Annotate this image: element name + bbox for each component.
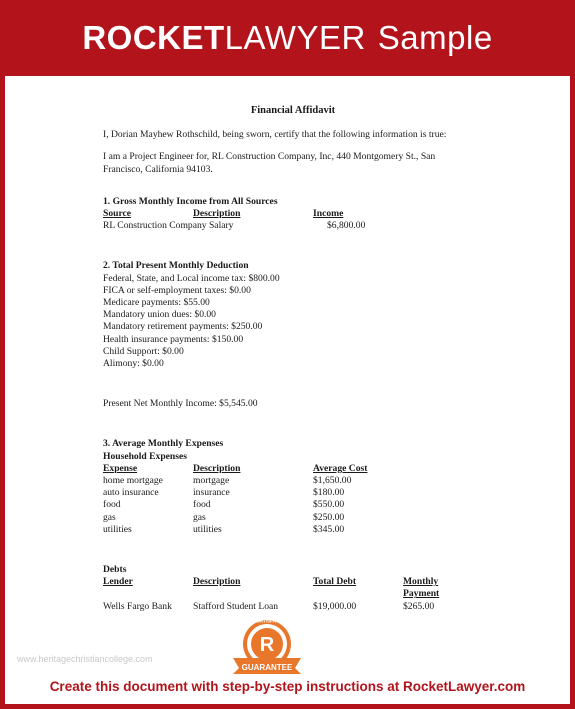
deduction-item: Health insurance payments: $150.00 (103, 333, 244, 345)
household-subheading: Household Expenses (103, 450, 187, 462)
expense-row (103, 512, 483, 524)
section2-heading: 2. Total Present Monthly Deduction (103, 260, 249, 272)
debt-description-header: Description (193, 576, 241, 588)
seal-letter: R (259, 634, 275, 656)
debts-header-row (103, 576, 483, 588)
expense-description: mortgage (193, 475, 230, 487)
brand-name-bold: ROCKET (82, 19, 225, 56)
deduction-item: Federal, State, and Local income tax: $800.00 (103, 272, 280, 284)
section3-heading: 3. Average Monthly Expenses (103, 438, 224, 450)
description-header: Description (193, 208, 241, 220)
watermark-text: www.heritagechristiancollege.com (17, 654, 153, 664)
expense-cost: $550.00 (313, 499, 345, 511)
brand-banner (5, 0, 570, 76)
cta-link[interactable]: Create this document with step-by-step instructions at RocketLawyer.com (49, 679, 526, 694)
seal-satisfaction-text: 100% SATISFACTION (243, 618, 291, 624)
sample-tag: Sample (377, 19, 493, 56)
income-header-row (103, 208, 483, 220)
deduction-item: Child Support: $0.00 (103, 345, 184, 357)
satisfaction-guarantee-seal-icon (229, 618, 305, 678)
expense-description: utilities (193, 523, 222, 535)
income-amount: $6,800.00 (327, 220, 366, 232)
employment-line-2: Francisco, California 94103. (103, 163, 213, 175)
section1-heading: 1. Gross Monthly Income from All Sources (103, 195, 278, 207)
income-header: Income (313, 208, 344, 220)
income-source: RL Construction Company Salary (103, 220, 234, 232)
expense-cost: $1,650.00 (313, 475, 352, 487)
total-debt-header: Total Debt (313, 576, 357, 588)
lender-name: Wells Fargo Bank (103, 600, 172, 612)
expense-cost: $180.00 (313, 487, 345, 499)
total-debt: $19,000.00 (313, 600, 357, 612)
monthly-payment: $265.00 (403, 600, 435, 612)
deduction-item: Medicare payments: $55.00 (103, 297, 210, 309)
deduction-item: FICA or self-employment taxes: $0.00 (103, 284, 251, 296)
net-income: Present Net Monthly Income: $5,545.00 (103, 398, 258, 410)
debt-row (103, 601, 483, 613)
seal-guarantee-text: GUARANTEE (241, 663, 293, 672)
intro-paragraph: I, Dorian Mayhew Rothschild, being sworn, certify that the following information is true: (103, 129, 447, 141)
expense-cost: $250.00 (313, 511, 345, 523)
brand-name-light: LAWYER (224, 19, 366, 56)
income-row (103, 220, 483, 232)
expense-header: Expense (103, 462, 138, 474)
expense-cost: $345.00 (313, 523, 345, 535)
source-header: Source (103, 208, 132, 220)
debt-description: Stafford Student Loan (193, 600, 279, 612)
average-cost-header: Average Cost (313, 462, 368, 474)
employment-line-1: I am a Project Engineer for, RL Construction Company, Inc, 440 Montgomery St., San (103, 151, 436, 163)
expense-row (103, 499, 483, 511)
expense-header-row (103, 463, 483, 475)
expense-description-header: Description (193, 462, 241, 474)
expense-row (103, 487, 483, 499)
expense-row (103, 524, 483, 536)
lender-header: Lender (103, 576, 133, 588)
debts-heading: Debts (103, 564, 127, 576)
expense-description: food (193, 499, 211, 511)
expense-name: food (103, 499, 121, 511)
expense-name: auto insurance (103, 487, 159, 499)
expense-description: insurance (193, 487, 230, 499)
debts-header-row-2 (103, 588, 483, 600)
deduction-item: Alimony: $0.00 (103, 358, 164, 370)
expense-name: gas (103, 511, 116, 523)
document-body (103, 100, 483, 613)
monthly-header: Monthly (403, 576, 439, 588)
expense-name: utilities (103, 523, 132, 535)
payment-header: Payment (403, 588, 440, 600)
expense-description: gas (193, 511, 206, 523)
expense-row (103, 475, 483, 487)
deduction-item: Mandatory retirement payments: $250.00 (103, 321, 263, 333)
expense-name: home mortgage (103, 475, 163, 487)
deduction-item: Mandatory union dues: $0.00 (103, 309, 216, 321)
document-title: Financial Affidavit (250, 105, 336, 116)
